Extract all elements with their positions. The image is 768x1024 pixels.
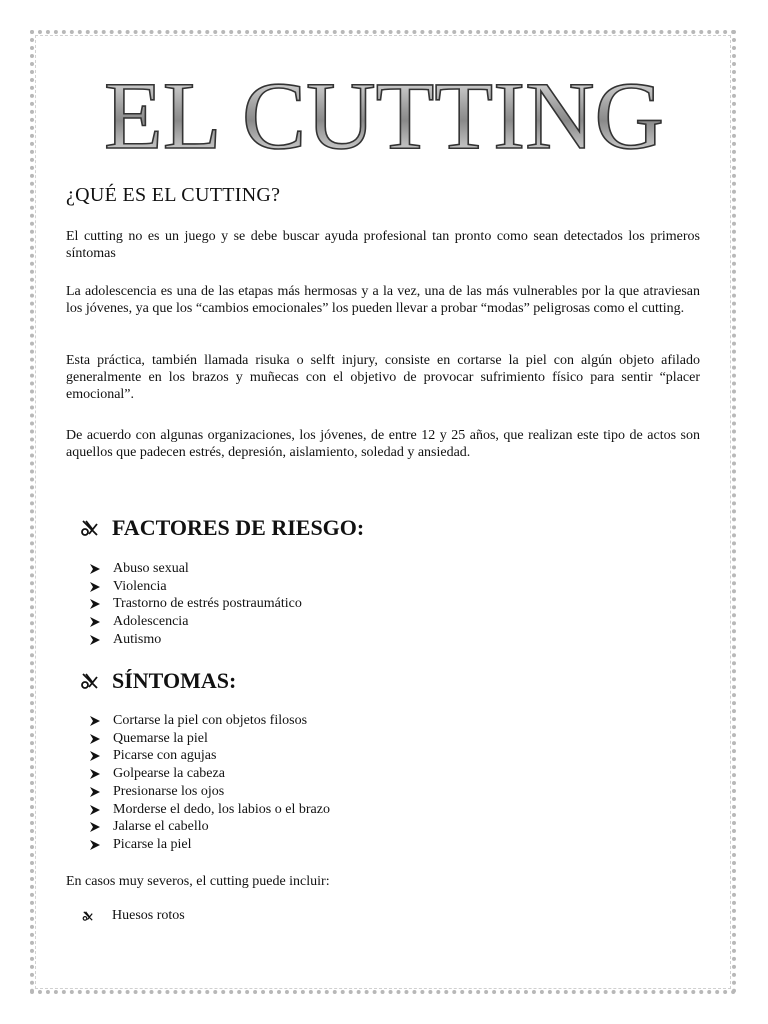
list-item [90,801,330,819]
arrowhead-icon [90,564,100,574]
factores-list [90,560,302,649]
arrowhead-icon [90,769,100,779]
arrowhead-icon [90,734,100,744]
list-item-label: Picarse con agujas [113,748,217,764]
list-item [90,730,330,748]
arrowhead-icon [90,582,100,592]
list-item [90,765,330,783]
list-item [90,747,330,765]
scissors-icon [80,518,100,538]
paragraph-1: El cutting no es un juego y se debe buscar ayuda profesional tan pronto como sean detectados los primeros síntomas [66,229,700,261]
arrowhead-icon [90,617,100,627]
list-item-label: Abuso sexual [113,561,189,576]
arrowhead-icon [90,840,100,850]
scissors-icon [80,671,100,691]
paragraph-2: La adolescencia es una de las etapas más hermosas y a la vez, una de las más vulnerables por la que atraviesan los jóvenes, ya que los “cambios emocionales” los pueden llevar a probar “modas” peligrosas como el cutting. [66,284,700,316]
arrowhead-icon [90,599,100,609]
list-item [90,631,302,649]
arrowhead-icon [90,635,100,645]
arrowhead-icon [90,716,100,726]
list-item-label: Jalarse el cabello [113,819,209,835]
paragraph-3: Esta práctica, también llamada risuka o selft injury, consiste en cortarse la piel con algún objeto afilado generalmente en los brazos y muñecas con el objetivo de provocar sufrimiento físico para sentir “placer emocional”. [66,353,700,402]
list-item [90,613,302,631]
title-text: EL CUTTING [104,68,664,158]
list-item-label: Adolescencia [113,614,189,630]
list-item [90,712,330,730]
list-item [90,595,302,613]
document-title [60,68,708,158]
scissors-icon [82,910,94,922]
arrowhead-icon [90,787,100,797]
severe-cases-intro: En casos muy severos, el cutting puede incluir: [66,874,330,889]
list-item-label: Trastorno de estrés postraumático [113,596,302,612]
list-item [90,836,330,854]
list-item-label: Quemarse la piel [113,730,208,746]
list-item-label: Picarse la piel [113,836,192,852]
paragraph-4: De acuerdo con algunas organizaciones, los jóvenes, de entre 12 y 25 años, que realizan este tipo de actos son aquellos que padecen estrés, depresión, aislamiento, soledad y ansiedad. [66,428,700,460]
list-item [90,560,302,578]
list-item-label: Presionarse los ojos [113,783,225,799]
arrowhead-icon [90,751,100,761]
list-item [90,783,330,801]
sintomas-list [90,712,330,854]
severe-item-label: Huesos rotos [112,908,185,923]
heading-sintomas-label: SÍNTOMAS: [112,668,237,693]
heading-sintomas [80,668,236,694]
list-item-label: Autismo [113,631,162,647]
arrowhead-icon [90,805,100,815]
list-item-label: Morderse el dedo, los labios o el brazo [113,801,330,817]
heading-factores [80,515,364,541]
arrowhead-icon [90,822,100,832]
list-item [90,818,330,836]
list-item-label: Violencia [113,578,167,594]
list-item [90,578,302,596]
heading-factores-label: FACTORES DE RIESGO: [112,515,365,540]
severe-item [82,908,185,924]
section-question: ¿QUÉ ES EL CUTTING? [66,184,281,206]
list-item-label: Cortarse la piel con objetos filosos [113,713,308,728]
list-item-label: Golpearse la cabeza [113,766,225,782]
